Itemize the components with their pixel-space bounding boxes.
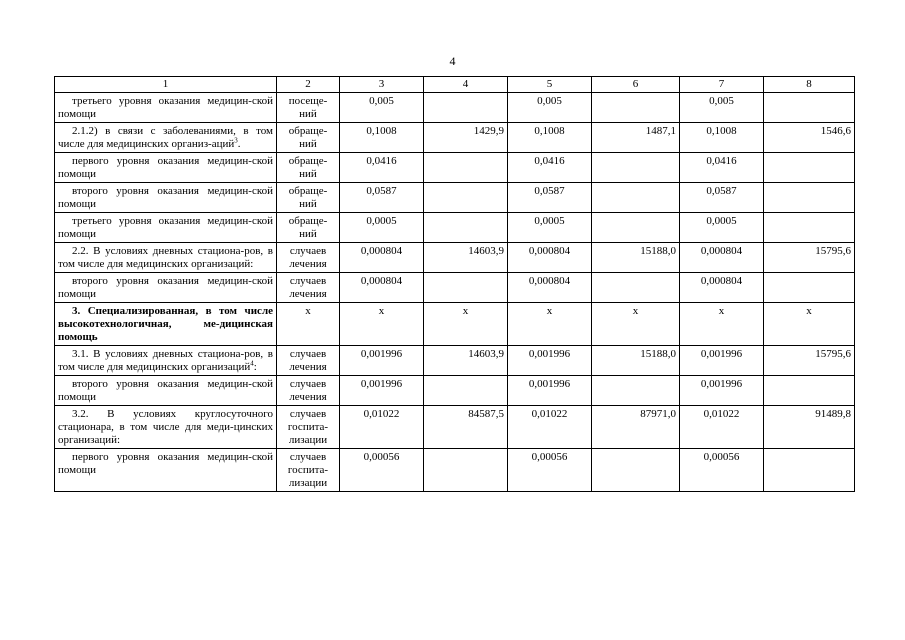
cost-cell: 1429,9	[424, 123, 508, 153]
volume-cell: 0,000804	[340, 273, 424, 303]
unit-cell: посеще-ний	[277, 93, 340, 123]
volume-cell: 0,001996	[680, 346, 764, 376]
unit-cell: обраще-ний	[277, 123, 340, 153]
indicator-name-cell	[55, 303, 277, 346]
volume-cell: 0,0587	[680, 183, 764, 213]
cost-cell	[424, 183, 508, 213]
volume-cell: 0,01022	[340, 406, 424, 449]
cost-cell	[592, 153, 680, 183]
footnote-ref: 4	[250, 359, 254, 368]
volume-cell: 0,0587	[508, 183, 592, 213]
volume-cell: 0,001996	[508, 376, 592, 406]
cost-cell	[764, 93, 855, 123]
cost-cell: 1487,1	[592, 123, 680, 153]
unit-cell: случаев лечения	[277, 273, 340, 303]
volume-cell: 0,000804	[508, 273, 592, 303]
cost-cell	[764, 449, 855, 492]
cost-cell: 87971,0	[592, 406, 680, 449]
volume-cell: 0,0416	[340, 153, 424, 183]
cost-cell: 84587,5	[424, 406, 508, 449]
indicator-name-cell	[55, 346, 277, 376]
indicator-name-cell	[55, 213, 277, 243]
indicator-name: третьего уровня оказания медицин-ской помощи	[58, 95, 273, 120]
column-header: 2	[277, 77, 340, 93]
unit-cell: случаев госпита-лизации	[277, 449, 340, 492]
table-row	[55, 346, 855, 376]
medical-care-norms-table	[54, 76, 855, 492]
cost-cell	[424, 449, 508, 492]
table-row	[55, 376, 855, 406]
indicator-name-cell	[55, 93, 277, 123]
volume-cell: 0,001996	[340, 346, 424, 376]
volume-cell: 0,0587	[340, 183, 424, 213]
volume-cell: 0,00056	[508, 449, 592, 492]
header-row	[55, 77, 855, 93]
volume-cell: х	[508, 303, 592, 346]
volume-cell: 0,0005	[508, 213, 592, 243]
table-row	[55, 183, 855, 213]
table-row	[55, 93, 855, 123]
cost-cell	[764, 213, 855, 243]
table-row	[55, 123, 855, 153]
cost-cell	[764, 273, 855, 303]
cost-cell	[764, 153, 855, 183]
cost-cell: х	[592, 303, 680, 346]
indicator-name-cell	[55, 153, 277, 183]
indicator-name-cell	[55, 243, 277, 273]
column-header: 6	[592, 77, 680, 93]
cost-cell	[764, 183, 855, 213]
cost-cell: х	[764, 303, 855, 346]
table-row	[55, 273, 855, 303]
cost-cell: 15188,0	[592, 243, 680, 273]
cost-cell: 15188,0	[592, 346, 680, 376]
table-body	[55, 93, 855, 492]
column-header: 3	[340, 77, 424, 93]
cost-cell: 14603,9	[424, 346, 508, 376]
cost-cell	[592, 93, 680, 123]
indicator-name-cell	[55, 273, 277, 303]
column-header: 8	[764, 77, 855, 93]
volume-cell: 0,01022	[508, 406, 592, 449]
cost-cell	[424, 273, 508, 303]
volume-cell: х	[340, 303, 424, 346]
cost-cell	[592, 376, 680, 406]
cost-cell: х	[424, 303, 508, 346]
volume-cell: 0,1008	[340, 123, 424, 153]
cost-cell	[424, 93, 508, 123]
unit-cell: х	[277, 303, 340, 346]
indicator-name-cell	[55, 449, 277, 492]
indicator-name: первого уровня оказания медицин-ской помощи	[58, 451, 273, 476]
unit-cell: случаев лечения	[277, 376, 340, 406]
volume-cell: х	[680, 303, 764, 346]
indicator-name-cell	[55, 376, 277, 406]
indicator-name: 3.2. В условиях круглосуточного стационара, в том числе для меди-цинских организаций:	[58, 408, 273, 446]
volume-cell: 0,0005	[680, 213, 764, 243]
volume-cell: 0,0416	[508, 153, 592, 183]
table-row	[55, 243, 855, 273]
volume-cell: 0,000804	[340, 243, 424, 273]
indicator-name: 2.2. В условиях дневных стациона-ров, в том числе для медицинских организаций:	[58, 245, 273, 270]
page-number: 4	[449, 54, 456, 68]
volume-cell: 0,00056	[680, 449, 764, 492]
footnote-ref: 3	[234, 136, 238, 145]
cost-cell	[592, 213, 680, 243]
indicator-name: 3. Специализированная, в том числе высокотехнологичная, ме-дицинская помощь	[58, 305, 273, 343]
table-row	[55, 406, 855, 449]
cost-cell	[592, 183, 680, 213]
indicator-name-cell	[55, 183, 277, 213]
volume-cell: 0,01022	[680, 406, 764, 449]
indicator-name: 2.1.2) в связи с заболеваниями, в том числе для медицинских организ-аций	[58, 125, 273, 150]
table-row	[55, 153, 855, 183]
volume-cell: 0,005	[680, 93, 764, 123]
unit-cell: обраще-ний	[277, 183, 340, 213]
indicator-name-cell	[55, 406, 277, 449]
cost-cell: 1546,6	[764, 123, 855, 153]
unit-cell: случаев лечения	[277, 346, 340, 376]
indicator-name: второго уровня оказания медицин-ской помощи	[58, 185, 273, 210]
volume-cell: 0,001996	[340, 376, 424, 406]
column-header: 4	[424, 77, 508, 93]
indicator-name: третьего уровня оказания медицин-ской помощи	[58, 215, 273, 240]
table-row	[55, 303, 855, 346]
cost-cell	[592, 449, 680, 492]
indicator-name: первого уровня оказания медицин-ской помощи	[58, 155, 273, 180]
volume-cell: 0,1008	[680, 123, 764, 153]
volume-cell: 0,005	[508, 93, 592, 123]
unit-cell: случаев госпита-лизации	[277, 406, 340, 449]
cost-cell: 91489,8	[764, 406, 855, 449]
cost-cell: 15795,6	[764, 243, 855, 273]
unit-cell: случаев лечения	[277, 243, 340, 273]
volume-cell: 0,00056	[340, 449, 424, 492]
column-header: 7	[680, 77, 764, 93]
table-row	[55, 449, 855, 492]
cost-cell	[592, 273, 680, 303]
volume-cell: 0,000804	[680, 243, 764, 273]
column-header: 5	[508, 77, 592, 93]
volume-cell: 0,001996	[680, 376, 764, 406]
indicator-name: второго уровня оказания медицин-ской помощи	[58, 378, 273, 403]
cost-cell	[424, 376, 508, 406]
volume-cell: 0,0416	[680, 153, 764, 183]
indicator-name: 3.1. В условиях дневных стациона-ров, в том числе для медицинских организаций	[58, 348, 273, 373]
cost-cell	[424, 213, 508, 243]
cost-cell	[764, 376, 855, 406]
indicator-name-cell: 2.1.2) в связи с заболеваниями, в том числе для медицинских организ-аций$^3$.	[55, 123, 277, 153]
volume-cell: 0,005	[340, 93, 424, 123]
volume-cell: 0,001996	[508, 346, 592, 376]
volume-cell: 0,000804	[680, 273, 764, 303]
cost-cell: 15795,6	[764, 346, 855, 376]
volume-cell: 0,000804	[508, 243, 592, 273]
volume-cell: 0,1008	[508, 123, 592, 153]
cost-cell	[424, 153, 508, 183]
footnote-suffix: :	[253, 361, 257, 373]
table-row	[55, 213, 855, 243]
unit-cell: обраще-ний	[277, 213, 340, 243]
volume-cell: 0,0005	[340, 213, 424, 243]
cost-cell: 14603,9	[424, 243, 508, 273]
unit-cell: обраще-ний	[277, 153, 340, 183]
indicator-name: второго уровня оказания медицин-ской помощи	[58, 275, 273, 300]
column-header: 1	[55, 77, 277, 93]
